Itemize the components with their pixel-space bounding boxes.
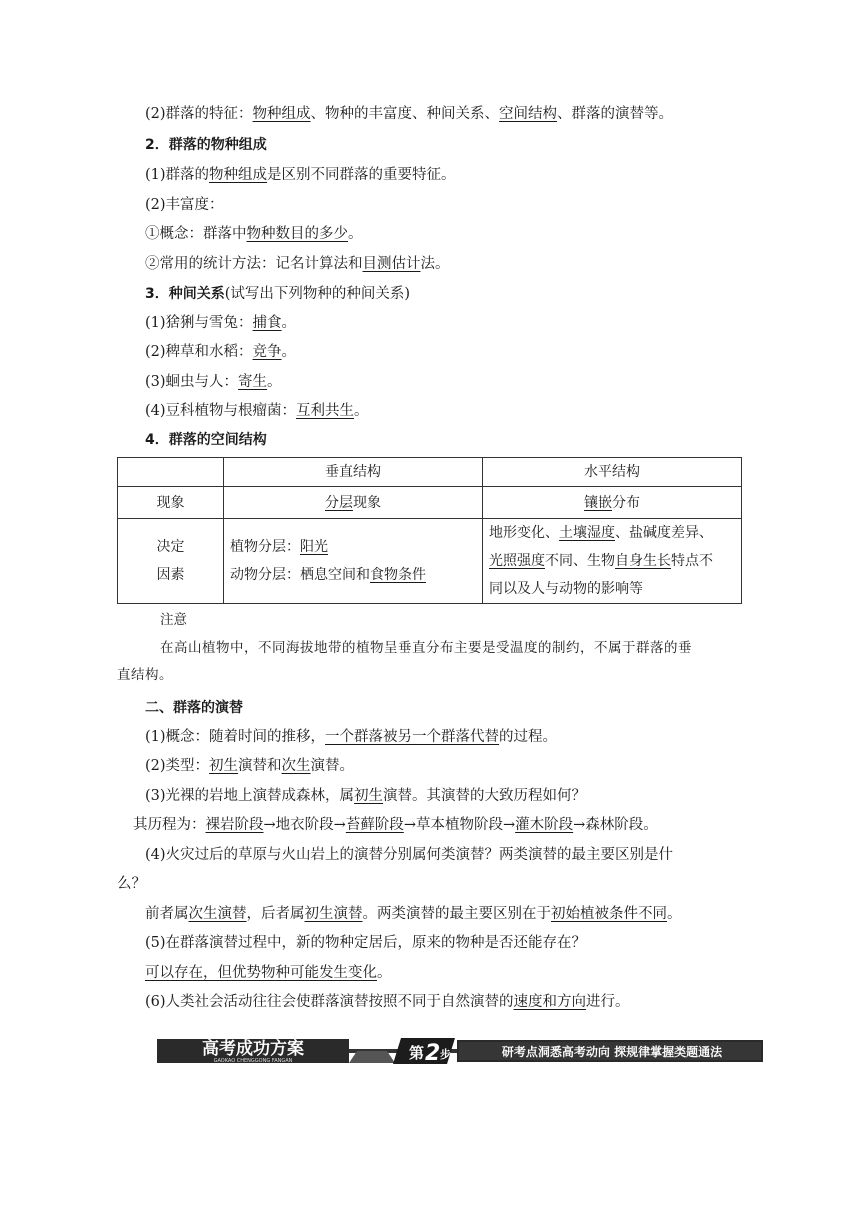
table-row [118, 519, 742, 604]
spatial-structure-table [117, 457, 742, 604]
table-cell: 镶嵌分布 [483, 487, 742, 519]
text-line-answer-species: 可以存在，但优势物种可能发生变化。 [145, 965, 392, 981]
table-header-horizontal: 水平结构 [483, 458, 742, 487]
heading-interspecific: 3．种间关系(试写出下列物种的种间关系) [145, 286, 411, 302]
text-line-richness: (2)丰富度： [145, 197, 224, 213]
text-line-human-activity: (6)人类社会活动往往会使群落演替按照不同于自然演替的速度和方向进行。 [145, 994, 630, 1010]
table-cell: 分层现象 [224, 487, 483, 519]
heading-succession: 二、群落的演替 [145, 700, 243, 716]
banner-step-num: 2 [425, 1041, 441, 1066]
text-line-answer-fire: 前者属次生演替，后者属初生演替。两类演替的最主要区别在于初始植被条件不同。 [145, 906, 682, 922]
table-cell-label: 决定 因素 [118, 519, 224, 604]
text-line-bare-rock: (3)光裸的岩地上演替成森林，属初生演替。其演替的大致历程如何？ [145, 788, 587, 804]
table-row [118, 487, 742, 519]
table-cell: 植物分层：阳光 动物分层：栖息空间和食物条件 [224, 519, 483, 604]
text-line-stages: 其历程为：裸岩阶段→地衣阶段→苔藓阶段→草本植物阶段→灌木阶段→森林阶段。 [133, 817, 658, 833]
text-line-features: (2)群落的特征：物种组成、物种的丰富度、种间关系、空间结构、群落的演替等。 [145, 106, 674, 122]
banner-pinyin: GAOKAO CHENGGONG FANGAN [213, 1058, 293, 1064]
text-line-competition: (2)稗草和水稻：竞争。 [145, 344, 297, 360]
note-text-1: 在高山植物中，不同海拔地带的植物呈垂直分布主要是受温度的制约，不属于群落的垂 [160, 640, 692, 656]
text-line-question-fire: (4)火灾过后的草原与火山岩上的演替分别属何类演替？两类演替的最主要区别是什 [145, 847, 674, 863]
section-banner [157, 1036, 763, 1066]
text-line-methods: ②常用的统计方法：记名计算法和目测估计法。 [145, 256, 450, 272]
note-text-2: 直结构。 [117, 667, 173, 683]
table-cell [118, 458, 224, 487]
text-line-mutualism: (4)豆科植物与根瘤菌：互利共生。 [145, 403, 369, 419]
table-cell-label: 现象 [118, 487, 224, 519]
heading-spatial-structure: 4．群落的空间结构 [145, 432, 267, 448]
heading-species-composition: 2．群落的物种组成 [145, 137, 267, 153]
text-line-composition: (1)群落的物种组成是区别不同群落的重要特征。 [145, 167, 456, 183]
table-cell: 地形变化、土壤湿度、盐碱度差异、 光照强度不同、生物自身生长特点不 同以及人与动物的影响等 [483, 519, 742, 604]
text-line-succession-types: (2)类型：初生演替和次生演替。 [145, 758, 355, 774]
text-line-predation: (1)猞猁与雪兔：捕食。 [145, 315, 297, 331]
banner-step-post: 步 [440, 1048, 451, 1061]
text-line-parasitism: (3)蛔虫与人：寄生。 [145, 374, 282, 390]
banner-slogan: 研考点洞悉高考动向 探规律掌握类题通法 [501, 1045, 723, 1059]
table-header-vertical: 垂直结构 [224, 458, 483, 487]
banner-title: 高考成功方案 [202, 1039, 304, 1059]
text-line-concept: ①概念：群落中物种数目的多少。 [145, 226, 363, 242]
banner-step-pre: 第 [409, 1044, 425, 1062]
banner-graphic [157, 1036, 763, 1066]
table-row [118, 458, 742, 487]
text-line-question-fire-end: 么？ [117, 876, 146, 892]
note-title: 注意 [160, 612, 187, 628]
text-line-question-species: (5)在群落演替过程中，新的物种定居后，原来的物种是否还能存在？ [145, 935, 587, 951]
text-line-succession-concept: (1)概念：随着时间的推移，一个群落被另一个群落代替的过程。 [145, 729, 558, 745]
